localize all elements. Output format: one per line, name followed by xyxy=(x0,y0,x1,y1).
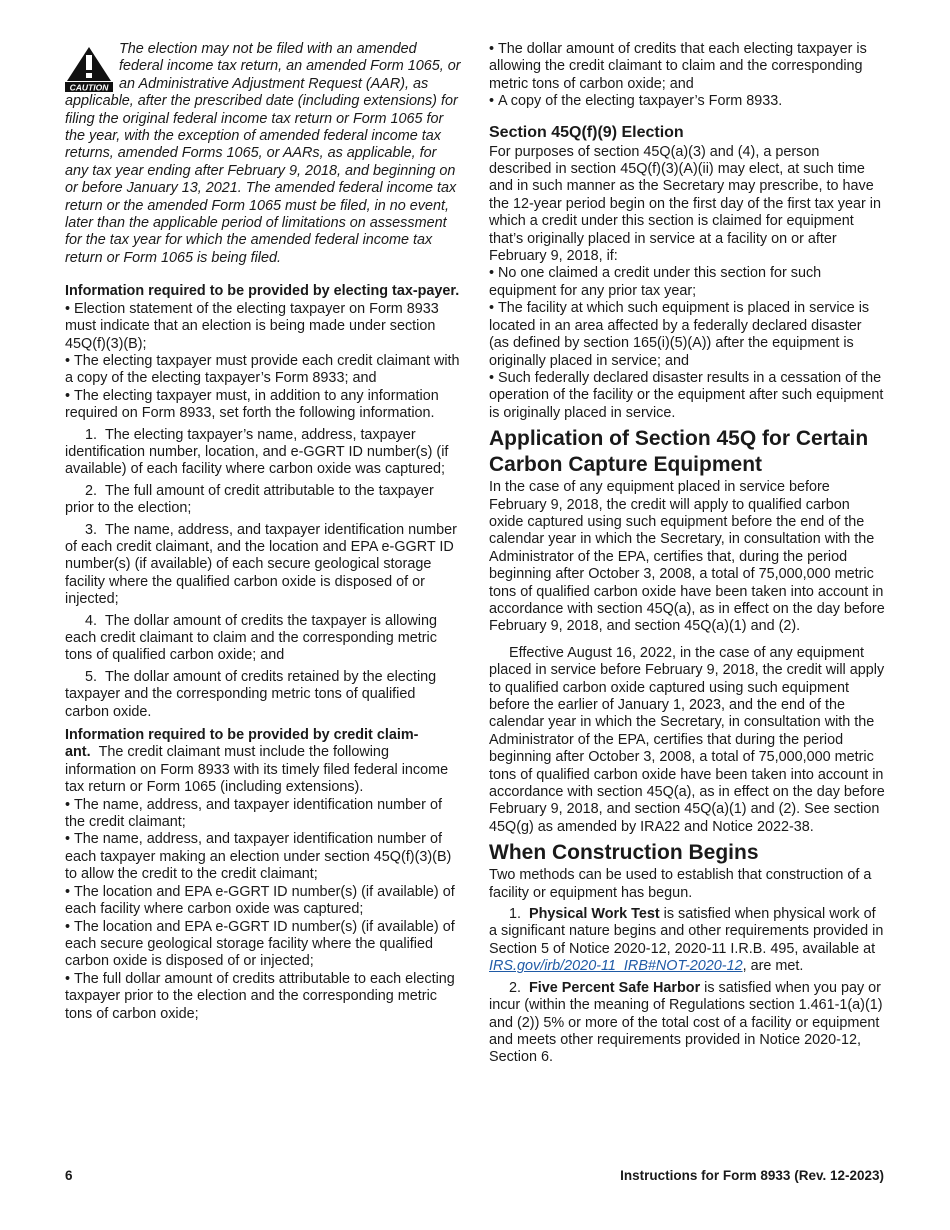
claimant-paragraph: Information required to be provided by credit claim-ant. The credit claimant must include the following information on Form 8933 with its timely filed federal income tax return or Form 1065 (including extensions). xyxy=(65,727,449,796)
caution-text: The election may not be filed with an amended federal income tax return, an amended Form 1065, or an Administrative Adjustment Request (AAR), as applicable, after the prescribed date (including extensions) for filing the original federal income tax return or Form 1065 for the year, with the exception of amended federal income tax returns, amended Forms 1065, or AARs, as applicable, for any tax year ending after February 9, 2018, and beginning on or before January 13, 2021. The amended federal income tax return or the amended Form 1065 must be filed, in no event, later than the applicable period of limitations on assessment for the tax year for which the amended federal income tax return or Form 1065 is being filed. xyxy=(65,41,461,266)
list-item: • The name, address, and taxpayer identification number of each taxpayer making an election under section 45Q(f)(3)(B) to allow the credit to the credit claimant; xyxy=(65,831,452,883)
numbered-item: 1. The electing taxpayer’s name, address, taxpayer identification number, location, and e-GGRT ID number(s) (if available) of each facility where carbon oxide was captured; xyxy=(65,426,449,478)
construction-intro: Two methods can be used to establish that construction of a facility or equipment has begun. xyxy=(489,867,872,901)
page-number: 6 xyxy=(65,1168,73,1183)
list-item: • Such federally declared disaster results in a cessation of the operation of the facility or the equipment after such equipment is originally placed in service. xyxy=(489,369,884,421)
form-title: Instructions for Form 8933 (Rev. 12-2023) xyxy=(620,1168,884,1183)
construction-heading: When Construction Begins xyxy=(489,841,759,865)
right-column xyxy=(489,41,885,1067)
numbered-item: 1. Physical Work Test is satisfied when physical work of a significant nature begins and other requirements provided in Section 5 of Notice 2020-12, 2020-11 I.R.B. 495, available at IRS.gov/irb/2020-11_IRB#NOT-2020-12, are met. xyxy=(489,906,884,975)
list-item: • The dollar amount of credits that each electing taxpayer is allowing the credit claimant to claim and the corresponding metric tons of carbon oxide; and xyxy=(489,41,867,92)
list-item: • The full dollar amount of credits attributable to each electing taxpayer prior to the election and the corresponding metric tons of carbon oxide; xyxy=(65,970,455,1022)
list-item: • The facility at which such equipment is placed in service is located in an area affected by a federally declared disaster (as defined by section 165(i)(5)(A)) after the equipment is originally placed in service; and xyxy=(489,300,870,369)
numbered-item: 4. The dollar amount of credits the taxpayer is allowing each credit claimant to claim and the corresponding metric tons of qualified carbon oxide; and xyxy=(65,612,437,664)
list-item: • The name, address, and taxpayer identification number of the credit claimant; xyxy=(65,796,442,831)
caution-box xyxy=(65,41,463,267)
list-item: • No one claimed a credit under this section for such equipment for any prior tax year; xyxy=(489,265,822,299)
numbered-item: 3. The name, address, and taxpayer identification number of each credit claimant, and the location and EPA e-GGRT ID number(s) (if available) of each secure geological storage facility where the qualified carbon oxide is disposed of or injected; xyxy=(65,521,457,608)
application-heading: Application of Section 45Q for Certain Carbon Capture Equipment xyxy=(489,427,869,477)
list-item: • The location and EPA e-GGRT ID number(s) (if available) of each facility where carbon oxide was captured; xyxy=(65,883,455,918)
claimant-heading: Information required to be provided by credit claim-ant. xyxy=(65,727,419,761)
section-f9-intro: For purposes of section 45Q(a)(3) and (4), a person described in section 45Q(f)(3)(A)(ii) may elect, at such time and in such manner as the Secretary may prescribe, to have the 12-year period begin on the first day of the first tax year in which a credit under this section is claimed for equipment that’s originally placed in service at a facility on or after February 9, 2018, if: xyxy=(489,143,881,265)
section-f9-heading: Section 45Q(f)(9) Election xyxy=(489,123,684,141)
left-column xyxy=(65,41,463,1023)
list-item: • The electing taxpayer must provide each credit claimant with a copy of the electing taxpayer’s Form 8933; and xyxy=(65,352,460,387)
caution-icon-label: CAUTION xyxy=(69,82,109,92)
numbered-item: 2. Five Percent Safe Harbor is satisfied when you pay or incur (within the meaning of Regulations section 1.461-1(a)(1) and (2)) 5% or more of the total cost of a facility or equipment and meets other requirements provided in Notice 2020-12, Section 6. xyxy=(489,979,883,1066)
application-paragraph-2: Effective August 16, 2022, in the case of any equipment placed in service before February 9, 2018, the credit will apply to qualified carbon oxide captured using such equipment before the earlier of January 1, 2023, and the end of the calendar year in which the Secretary, in consultation with the Administrator of the EPA, certifies that during the period beginning after October 3, 2008, a total of 75,000,000 metric tons of qualified carbon oxide have been taken into account in accordance with section 45Q(a), as in effect on the day before February 9, 2018, and section 45Q(a)(1) and (2). See section 45Q(g) as amended by IRA22 and Notice 2022-38. xyxy=(489,644,885,835)
numbered-item: 5. The dollar amount of credits retained by the electing taxpayer and the corresponding metric tons of qualified carbon oxide. xyxy=(65,668,437,720)
list-item: • The location and EPA e-GGRT ID number(s) (if available) of each secure geological storage facility where the qualified carbon oxide is disposed of or injected; xyxy=(65,918,455,970)
numbered-item: 2. The full amount of credit attributable to the taxpayer prior to the election; xyxy=(65,482,434,517)
list-item: • The electing taxpayer must, in addition to any information required on Form 8933, set forth the following information. xyxy=(65,387,439,422)
application-paragraph-1: In the case of any equipment placed in service before February 9, 2018, the credit will apply to qualified carbon oxide captured using such equipment before the end of the calendar year in which the Secretary, in consultation with the Administrator of the EPA, certifies that, during the period beginning after October 3, 2008, a total of 75,000,000 metric tons of qualified carbon oxide have been taken into account in accordance with section 45Q(a), as in effect on the day before February 9, 2018, and section 45Q(a)(1) and (2). xyxy=(489,479,885,635)
caution-icon xyxy=(65,46,113,92)
list-item: • A copy of the electing taxpayer’s Form 8933. xyxy=(489,93,783,110)
list-item: • Election statement of the electing taxpayer on Form 8933 must indicate that an election is being made under section 45Q(f)(3)(B); xyxy=(65,300,439,352)
irb-link[interactable]: IRS.gov/irb/2020-11_IRB#NOT-2020-12 xyxy=(489,958,743,975)
electing-heading: Information required to be provided by electing tax-payer. xyxy=(65,283,460,300)
